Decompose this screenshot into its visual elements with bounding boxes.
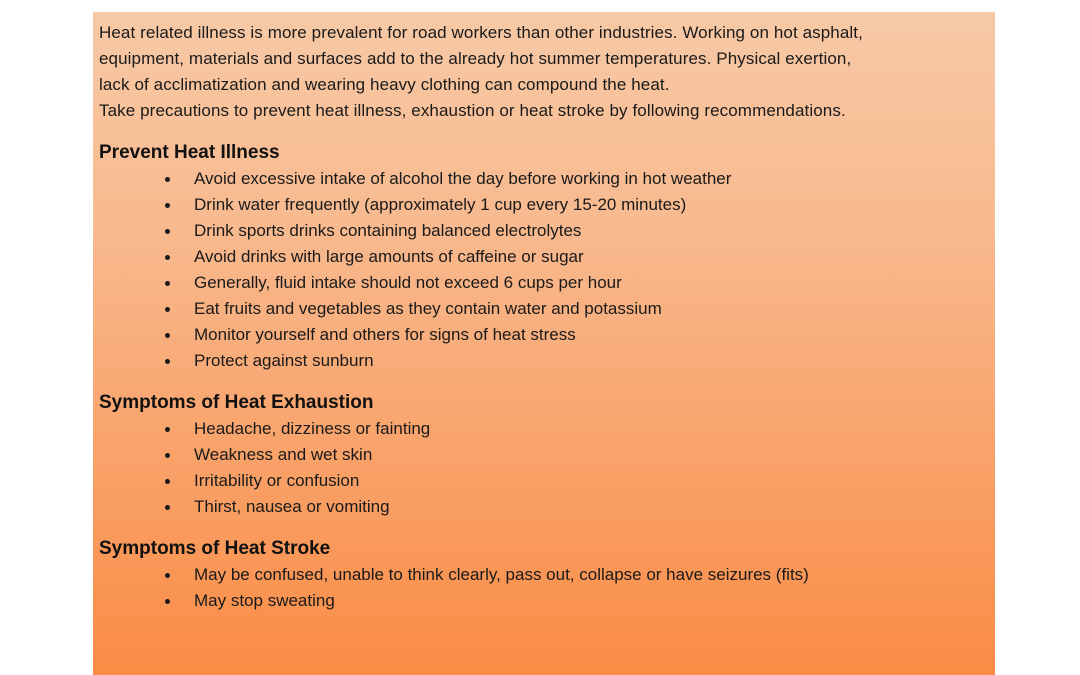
bullet-icon <box>165 479 170 484</box>
list-item <box>99 296 989 322</box>
list-item-text: Thirst, nausea or vomiting <box>194 497 390 516</box>
bullet-icon <box>165 427 170 432</box>
section-title: Prevent Heat Illness <box>99 142 280 163</box>
list-item <box>99 562 989 588</box>
intro-line: Take precautions to prevent heat illness, exhaustion or heat stroke by following recommendations. <box>99 101 846 120</box>
list-item-text: Weakness and wet skin <box>194 445 373 464</box>
list-item <box>99 192 989 218</box>
bullet-icon <box>165 281 170 286</box>
intro-line: equipment, materials and surfaces add to the already hot summer temperatures. Physical exertion, <box>99 49 852 68</box>
list-item <box>99 348 989 374</box>
bullet-icon <box>165 229 170 234</box>
bullet-list <box>99 166 989 374</box>
bullet-icon <box>165 333 170 338</box>
section-prevent-heat-illness <box>99 140 989 374</box>
list-item-text: Monitor yourself and others for signs of heat stress <box>194 325 576 344</box>
list-item <box>99 166 989 192</box>
list-item-text: May stop sweating <box>194 591 335 610</box>
intro-line: lack of acclimatization and wearing heavy clothing can compound the heat. <box>99 75 670 94</box>
section-title: Symptoms of Heat Stroke <box>99 538 331 559</box>
list-item <box>99 416 989 442</box>
list-item-text: Protect against sunburn <box>194 351 374 370</box>
bullet-icon <box>165 505 170 510</box>
bullet-icon <box>165 307 170 312</box>
list-item-text: Avoid excessive intake of alcohol the day before working in hot weather <box>194 169 732 188</box>
list-item <box>99 218 989 244</box>
list-item <box>99 442 989 468</box>
list-item-text: Drink sports drinks containing balanced electrolytes <box>194 221 582 240</box>
section-heat-exhaustion <box>99 390 989 520</box>
intro-line: Heat related illness is more prevalent for road workers than other industries. Working on hot asphalt, <box>99 23 863 42</box>
list-item-text: May be confused, unable to think clearly, pass out, collapse or have seizures (fits) <box>194 565 809 584</box>
bullet-icon <box>165 573 170 578</box>
bullet-icon <box>165 359 170 364</box>
bullet-icon <box>165 599 170 604</box>
intro-paragraph <box>99 20 989 124</box>
bullet-icon <box>165 177 170 182</box>
list-item <box>99 468 989 494</box>
section-heat-stroke <box>99 536 989 614</box>
heat-safety-panel <box>93 12 995 675</box>
list-item-text: Irritability or confusion <box>194 471 360 490</box>
list-item-text: Headache, dizziness or fainting <box>194 419 431 438</box>
list-item <box>99 494 989 520</box>
list-item <box>99 244 989 270</box>
list-item-text: Eat fruits and vegetables as they contain water and potassium <box>194 299 662 318</box>
bullet-icon <box>165 255 170 260</box>
list-item-text: Drink water frequently (approximately 1 cup every 15-20 minutes) <box>194 195 687 214</box>
section-title: Symptoms of Heat Exhaustion <box>99 392 374 413</box>
list-item-text: Generally, fluid intake should not exceed 6 cups per hour <box>194 273 622 292</box>
list-item <box>99 588 989 614</box>
list-item <box>99 270 989 296</box>
bullet-icon <box>165 453 170 458</box>
list-item <box>99 322 989 348</box>
bullet-icon <box>165 203 170 208</box>
list-item-text: Avoid drinks with large amounts of caffeine or sugar <box>194 247 584 266</box>
bullet-list <box>99 562 989 614</box>
bullet-list <box>99 416 989 520</box>
